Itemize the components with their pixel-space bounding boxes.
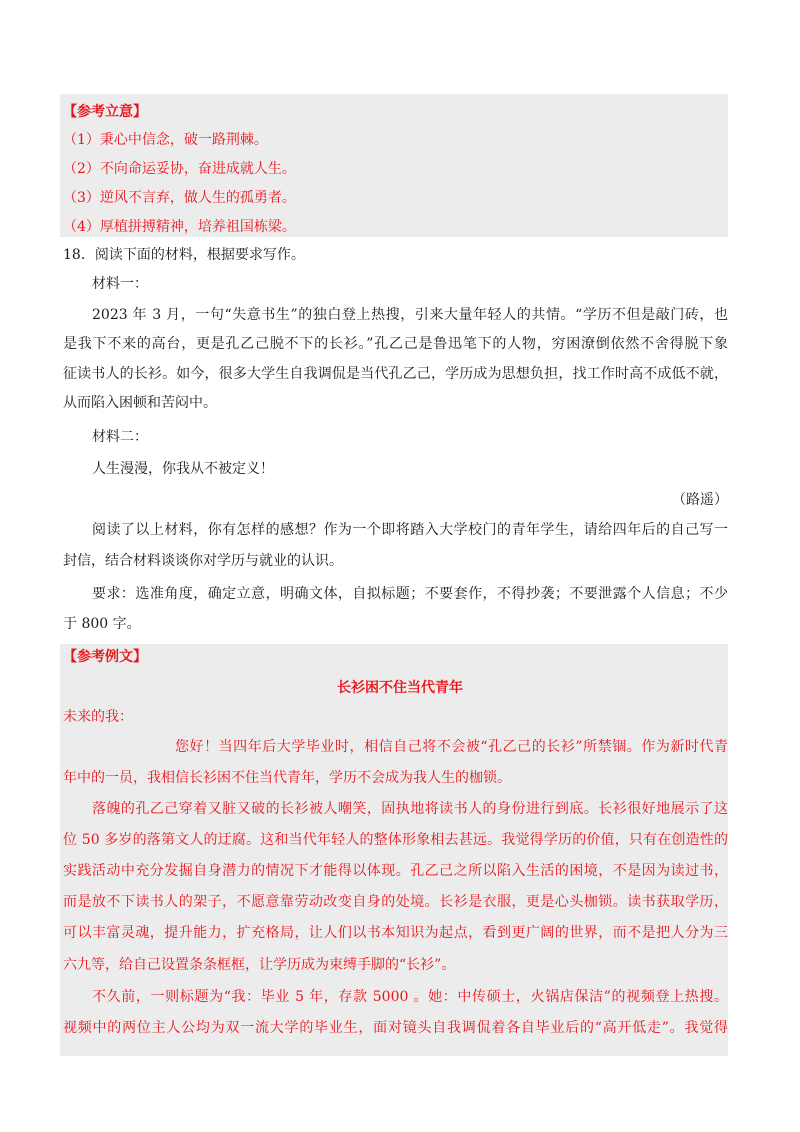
essay-title: 长衫困不住当代青年 [337, 680, 463, 696]
essay-line-6: 而是放不下读书人的架子，不愿意靠劳动改变自身的处境。长衫是衣服，更是心头枷锁。读书获取学历， [63, 894, 728, 910]
prompt-line-1: 阅读了以上材料，你有怎样的感想？作为一个即将踏入大学校门的青年学生，请给四年后的自己写一 [92, 522, 728, 538]
material-1-line-3: 征读书人的长衫。如今，很多大学生自我调侃是当代孔乙己，学历成为思想负担，找工作时高不成低不就， [63, 366, 728, 382]
essay-line-10: 视频中的两位主人公均为双一流大学的毕业生，面对镜头自我调侃着各自毕业后的“高开低走”。我觉得 [63, 1020, 728, 1036]
material-1-line-4: 从而陷入困顿和苦闷中。 [63, 395, 217, 411]
question-number-line: 18．阅读下面的材料，根据要求写作。 [63, 247, 305, 263]
requirement-line-1: 要求：选准角度，确定立意，明确文体，自拟标题；不要套作，不得抄袭；不要泄露个人信息；不少 [92, 586, 728, 602]
essay-line-1: 您好！当四年后大学毕业时，相信自己将不会被“孔乙己的长衫”所禁锢。作为新时代青 [175, 739, 728, 755]
reference-ideas-header: 【参考立意】 [63, 104, 147, 120]
idea-item-1: （1）秉心中信念，破一路荆棘。 [63, 132, 268, 148]
idea-item-3: （3）逆风不言弃，做人生的孤勇者。 [63, 190, 296, 206]
material-2-source: （路遥） [672, 492, 728, 508]
material-2-text: 人生漫漫，你我从不被定义！ [92, 461, 274, 477]
prompt-line-2: 封信，结合材料谈谈你对学历与就业的认识。 [63, 553, 343, 569]
material-1-label: 材料一： [92, 276, 148, 292]
essay-line-3: 落魄的孔乙己穿着又脏又破的长衫被人嘲笑，固执地将读书人的身份进行到底。长衫很好地展示了这 [92, 801, 728, 817]
essay-line-2: 年中的一员，我相信长衫困不住当代青年，学历不会成为我人生的枷锁。 [63, 770, 511, 786]
essay-line-5: 实践活动中充分发掘自身潜力的情况下才能得以体现。孔乙己之所以陷入生活的困境，不是因为读过书， [63, 863, 728, 879]
idea-item-4: （4）厚植拼搏精神，培养祖国栋梁。 [63, 219, 296, 235]
material-1-line-1: 2023 年 3 月，一句“失意书生”的独白登上热搜，引来大量年轻人的共情。“学历不但是敲门砖，也 [92, 307, 728, 323]
essay-line-8: 六九等，给自己设置条条框框，让学历成为束缚手脚的“长衫”。 [63, 957, 456, 973]
essay-line-7: 可以丰富灵魂，提升能力，扩充格局，让人们以书本知识为起点，看到更广阔的世界，而不是把人分为三 [63, 925, 728, 941]
essay-line-4: 位 50 多岁的落第文人的迂腐。这和当代年轻人的整体形象相去甚远。我觉得学历的价值，只有在创造性的 [63, 832, 728, 848]
essay-salutation: 未来的我： [63, 709, 133, 725]
reference-essay-header: 【参考例文】 [63, 649, 147, 665]
essay-line-9: 不久前，一则标题为“我：毕业 5 年，存款 5000 。她：中传硕士，火锅店保洁”的视频登上热搜。 [92, 989, 728, 1005]
idea-item-2: （2）不向命运妥协，奋进成就人生。 [63, 161, 296, 177]
requirement-line-2: 于 800 字。 [63, 616, 141, 632]
material-1-line-2: 是我下不来的高台，更是孔乙己脱不下的长衫。”孔乙己是鲁迅笔下的人物，穷困潦倒依然不舍得脱下象 [63, 336, 728, 352]
material-2-label: 材料二： [92, 429, 148, 445]
